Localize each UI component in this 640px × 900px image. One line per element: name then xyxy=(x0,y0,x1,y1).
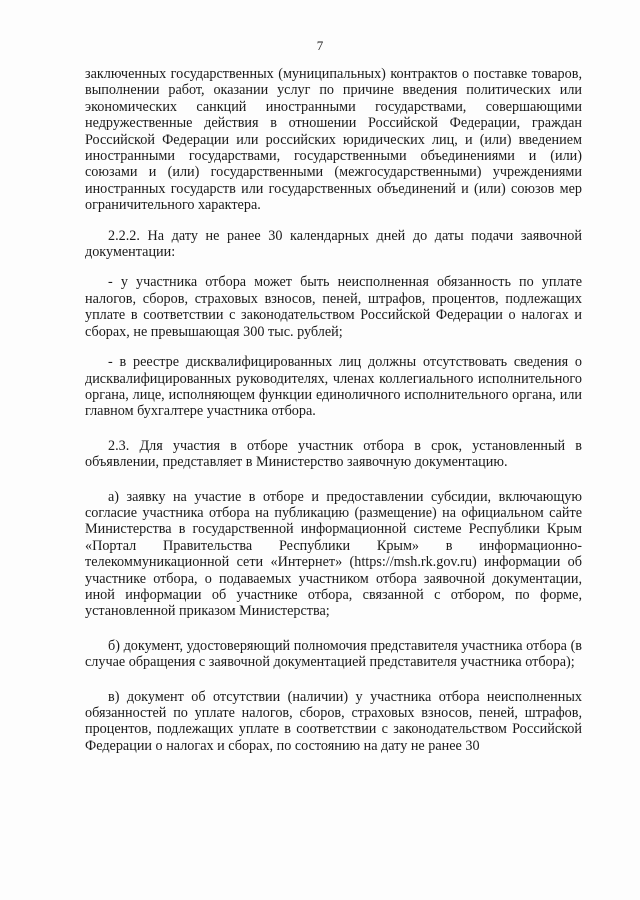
paragraph-item-v: в) документ об отсутствии (наличии) у участника отбора неисполненных обязанностей по уплате налогов, сборов, страховых взносов, пеней, штрафов, процентов, подлежащих уплате в соответствии с законодательством Российской Федерации о налогах и сборах, по состоянию на дату не ранее 30 xyxy=(85,688,582,754)
paragraph-2-3: 2.3. Для участия в отборе участник отбора в срок, установленный в объявлении, представляет в Министерство заявочную документацию. xyxy=(85,437,582,471)
paragraph-disqualified-registry: - в реестре дисквалифицированных лиц должны отсутствовать сведения о дисквалифицированных руководителях, членах коллегиального исполнительного органа, лице, исполняющем функции единоличного исполнительного органа, или главном бухгалтере участника отбора. xyxy=(85,354,582,420)
paragraph-2-2-2: 2.2.2. На дату не ранее 30 календарных дней до даты подачи заявочной документации: xyxy=(85,227,582,261)
paragraph-sanctions-continuation: заключенных государственных (муниципальных) контрактов о поставке товаров, выполнении работ, оказании услуг по причине введения политических или экономических санкций иностранными государствами, совершающими недружественные действия в отношении Российской Федерации, граждан Российской Федерации или российских юридических лиц, и (или) введением иностранными государствами, государственными объединениями и (или) союзами и (или) государственными (межгосударственными) учреждениями иностранных государств или государственных объединений и (или) союзов мер ограничительного характера. xyxy=(85,66,582,214)
document-body xyxy=(85,66,582,754)
paragraph-item-b: б) документ, удостоверяющий полномочия представителя участника отбора (в случае обращения с заявочной документацией представителя участника отбора); xyxy=(85,637,582,671)
paragraph-tax-debt: - у участника отбора может быть неисполненная обязанность по уплате налогов, сборов, страховых взносов, пеней, штрафов, процентов, подлежащих уплате в соответствии с законодательством Российской Федерации о налогах и сборах, не превышающая 300 тыс. рублей; xyxy=(85,274,582,340)
page-number: 7 xyxy=(316,38,324,53)
paragraph-item-a: а) заявку на участие в отборе и предоставлении субсидии, включающую согласие участника отбора на публикацию (размещение) на официальном сайте Министерства в государственной информационной системе Республики Крым «Портал Правительства Республики Крым» в информационно-телекоммуникационной сети «Интернет» (https://msh.rk.gov.ru) информации об участнике отбора, о подаваемых участником отбора заявочной документации, иной информации об участнике отбора, связанной с отбором, по форме, установленной приказом Министерства; xyxy=(85,488,582,620)
